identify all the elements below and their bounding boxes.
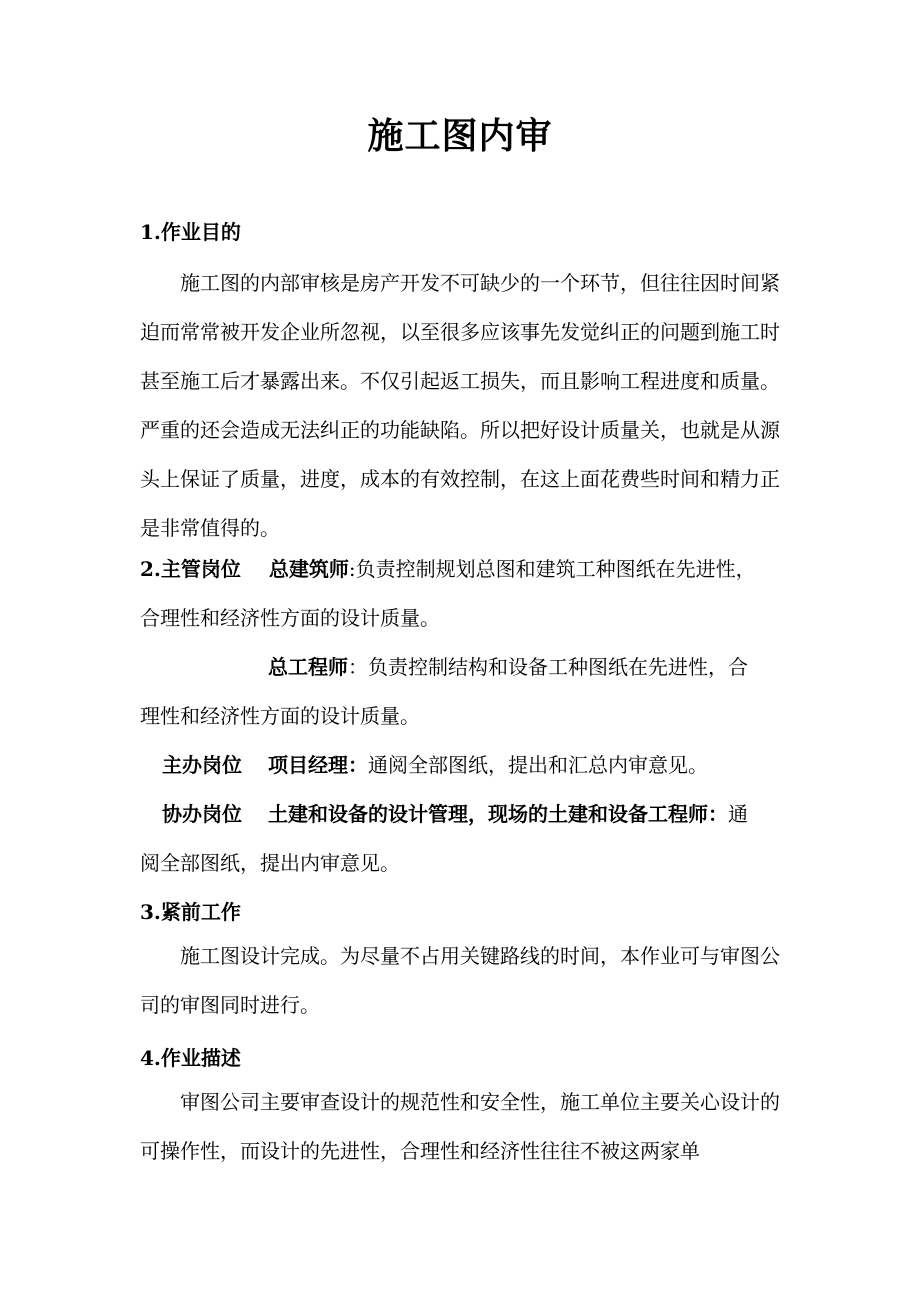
host-role: 项目经理：: [268, 753, 368, 777]
section-2-chief-architect-line: [140, 553, 756, 585]
assist-role: 土建和设备的设计管理，现场的土建和设备工程师：: [268, 802, 728, 826]
section-3-heading: 3.紧前工作: [140, 900, 241, 924]
section-4-body: 审图公司主要审查设计的规范性和安全性，施工单位主要关心设计的可操作性，而设计的先进性，合理性和经济性往往不被这两家单: [140, 1090, 780, 1163]
assist-line: [162, 798, 748, 830]
assist-text: 通: [728, 802, 748, 826]
chief-engineer-text: ：负责控制结构和设备工种图纸在先进性，合: [348, 655, 748, 679]
chief-architect-label: 总建筑师: [268, 557, 349, 581]
section-1-heading: 1.作业目的: [140, 220, 241, 244]
section-2-heading: 2.主管岗位: [140, 557, 241, 581]
host-label: 主办岗位: [162, 753, 242, 777]
chief-engineer-line: [268, 651, 748, 683]
chief-engineer-label: 总工程师: [268, 655, 348, 679]
chief-engineer-text-cont: 理性和经济性方面的设计质量。: [140, 704, 420, 728]
section-4-heading: 4.作业描述: [140, 1046, 241, 1070]
section-3-body: 施工图设计完成。为尽量不占用关键路线的时间，本作业可与审图公司的审图同时进行。: [140, 944, 780, 1017]
host-line: [162, 749, 708, 781]
document-title: 施工图内审: [367, 115, 553, 157]
assist-text-cont: 阅全部图纸，提出内审意见。: [140, 851, 400, 875]
assist-label: 协办岗位: [162, 802, 242, 826]
host-text: 通阅全部图纸，提出和汇总内审意见。: [368, 753, 708, 777]
chief-architect-text-cont: 合理性和经济性方面的设计质量。: [140, 606, 440, 630]
section-1-body: 施工图的内部审核是房产开发不可缺少的一个环节，但往往因时间紧迫而常常被开发企业所忽视，以至很多应该事先发觉纠正的问题到施工时甚至施工后才暴露出来。不仅引起返工损失，而且影响工程进度和质量。严重的还会造成无法纠正的功能缺陷。所以把好设计质量关，也就是从源头上保证了质量，进度，成本的有效控制，在这上面花费些时间和精力正是非常值得的。: [140, 271, 780, 540]
chief-architect-text: :负责控制规划总图和建筑工种图纸在先进性，: [348, 557, 756, 581]
